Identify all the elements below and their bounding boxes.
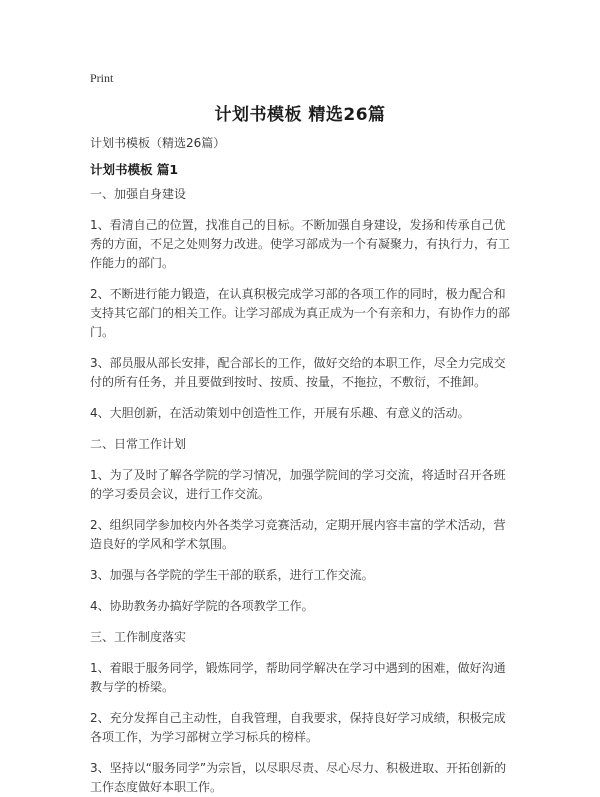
paragraph: 2、组织同学参加校内外各类学习竞赛活动，定期开展内容丰富的学术活动，营造良好的学风和学术氛围。: [90, 518, 506, 551]
paragraph: 1、为了及时了解各学院的学习情况，加强学院间的学习交流，将适时召开各班的学习委员会议，进行工作交流。: [90, 468, 506, 501]
section-heading: 二、日常工作计划: [90, 437, 187, 451]
paragraph: 1、看清自己的位置，找准自己的目标。不断加强自身建设，发扬和传承自己优秀的方面，不足之处则努力改进。使学习部成为一个有凝聚力，有执行力，有工作能力的部门。: [90, 218, 511, 270]
paragraph: 4、协助教务办搞好学院的各项教学工作。: [90, 599, 314, 613]
document-body: [90, 185, 514, 797]
paragraph: 4、大胆创新，在活动策划中创造性工作，开展有乐趣、有意义的活动。: [90, 406, 470, 420]
paragraph: 3、部员服从部长安排，配合部长的工作，做好交给的本职工作，尽全力完成交付的所有任务，并且要做到按时、按质、按量，不拖拉，不敷衍，不推卸。: [90, 356, 506, 389]
page-title: 计划书模板 精选26篇: [214, 105, 386, 125]
paragraph: 2、充分发挥自己主动性，自我管理，自我要求，保持良好学习成绩，积极完成各项工作，为学习部树立学习标兵的榜样。: [90, 711, 506, 744]
paragraph: 3、加强与各学院的学生干部的联系，进行工作交流。: [90, 568, 374, 582]
section-heading: 三、工作制度落实: [90, 630, 187, 644]
paragraph: 3、坚持以“服务同学”为宗旨，以尽职尽责、尽心尽力、积极进取、开拓创新的工作态度做好本职工作。: [90, 761, 507, 794]
section-heading: 一、加强自身建设: [90, 187, 187, 201]
document-subtitle: 计划书模板（精选26篇）: [90, 136, 226, 150]
section-title: 计划书模板 篇1: [90, 162, 179, 177]
print-link[interactable]: Print: [90, 71, 114, 85]
paragraph: 1、着眼于服务同学，锻炼同学，帮助同学解决在学习中遇到的困难，做好沟通教与学的桥梁。: [90, 661, 506, 694]
paragraph: 2、不断进行能力锻造，在认真积极完成学习部的各项工作的同时，极力配合和支持其它部门的相关工作。让学习部成为真正成为一个有亲和力，有协作力的部门。: [90, 287, 511, 339]
